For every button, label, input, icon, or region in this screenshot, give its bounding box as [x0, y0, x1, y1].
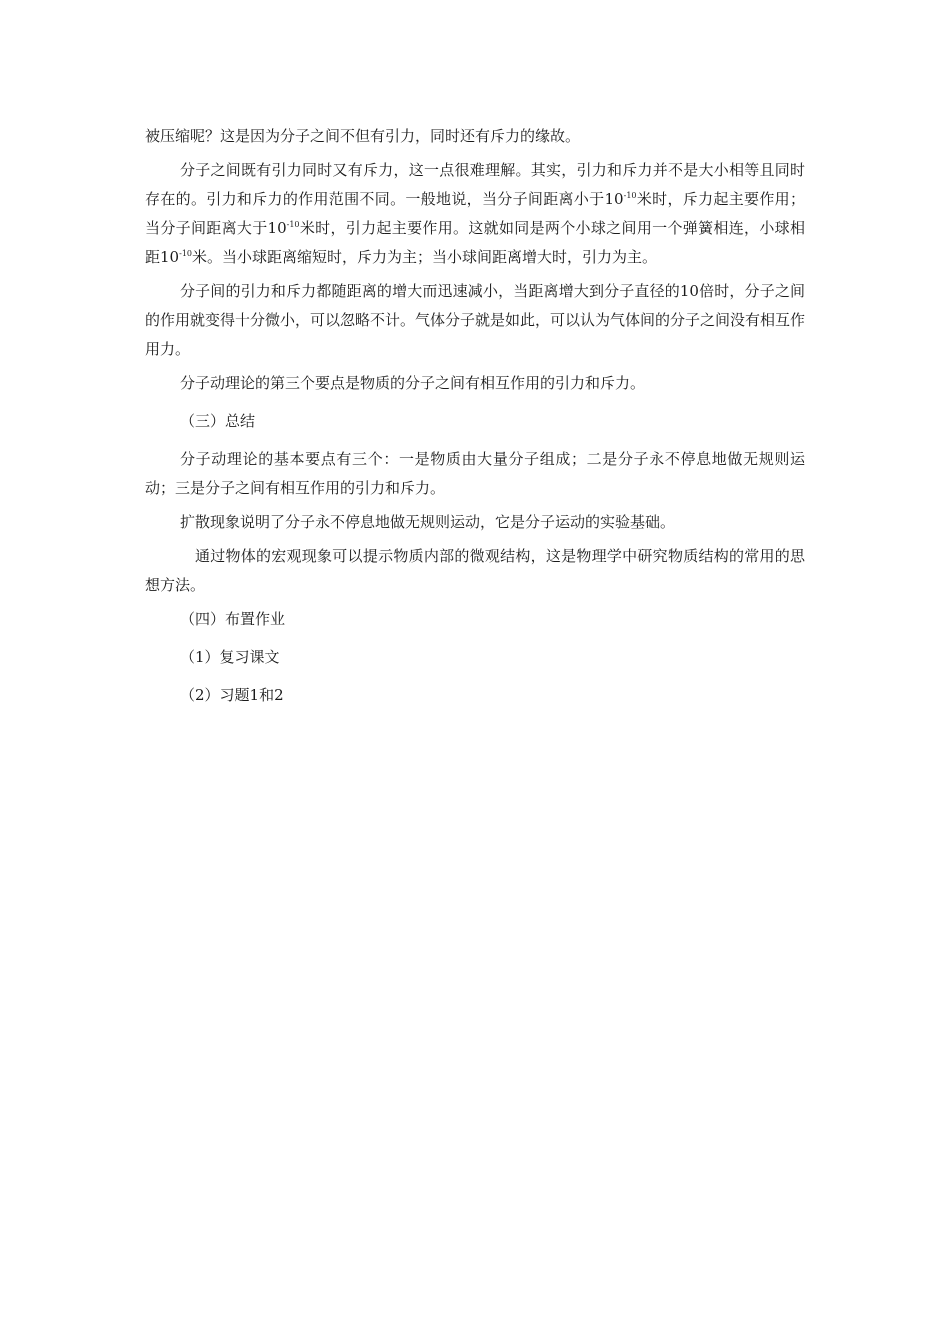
homework-item-2: （2）习题1和2: [180, 686, 284, 704]
text-segment: 米时，引力起主要作用。这就如同是两个小球之间用一个弹簧相连，小球相距: [145, 219, 805, 266]
section-heading-summary: （三）总结: [180, 412, 256, 430]
text-segment: 米时，斥力起主要作用；当分子间距离大于: [145, 190, 805, 237]
paragraph-diffusion: 扩散现象说明了分子永不停息地做无规则运动，它是分子运动的实验基础。: [180, 513, 676, 531]
power-expression: $10^{-10}$: [604, 190, 637, 208]
paragraph-summary-points: 分子动理论的基本要点有三个：一是物质由大量分子组成；二是分子永不停息地做无规则运动；三是分子之间有相互作用的引力和斥力。: [145, 450, 805, 497]
paragraph-third-point: 分子动理论的第三个要点是物质的分子之间有相互作用的引力和斥力。: [180, 374, 646, 392]
power-expression: $10^{-10}$: [267, 219, 300, 237]
power-expression: $10^{-10}$: [160, 248, 192, 266]
homework-item-1: （1）复习课文: [180, 648, 280, 666]
paragraph-method: 通过物体的宏观现象可以提示物质内部的微观结构，这是物理学中研究物质结构的常用的思想方法。: [145, 547, 805, 594]
section-heading-homework: （四）布置作业: [180, 610, 286, 628]
paragraph-distance-decay: 分子间的引力和斥力都随距离的增大而迅速减小，当距离增大到分子直径的10倍时，分子之间的作用就变得十分微小，可以忽略不计。气体分子就是如此，可以认为气体间的分子之间没有相互作用力。: [145, 282, 806, 358]
paragraph-continuation: 被压缩呢？这是因为分子之间不但有引力，同时还有斥力的缘故。: [145, 127, 581, 145]
document-body: [145, 122, 805, 719]
paragraph-attraction-repulsion: [145, 156, 805, 272]
text-segment: 分子之间既有引力同时又有斥力，这一点很难理解。其实，引力和斥力并不是大小相等且同时存在的。引力和斥力的作用范围不同。一般地说，当分子间距离小于: [145, 161, 805, 208]
text-segment: 米。当小球距离缩短时，斥力为主；当小球间距离增大时，引力为主。: [192, 248, 658, 266]
